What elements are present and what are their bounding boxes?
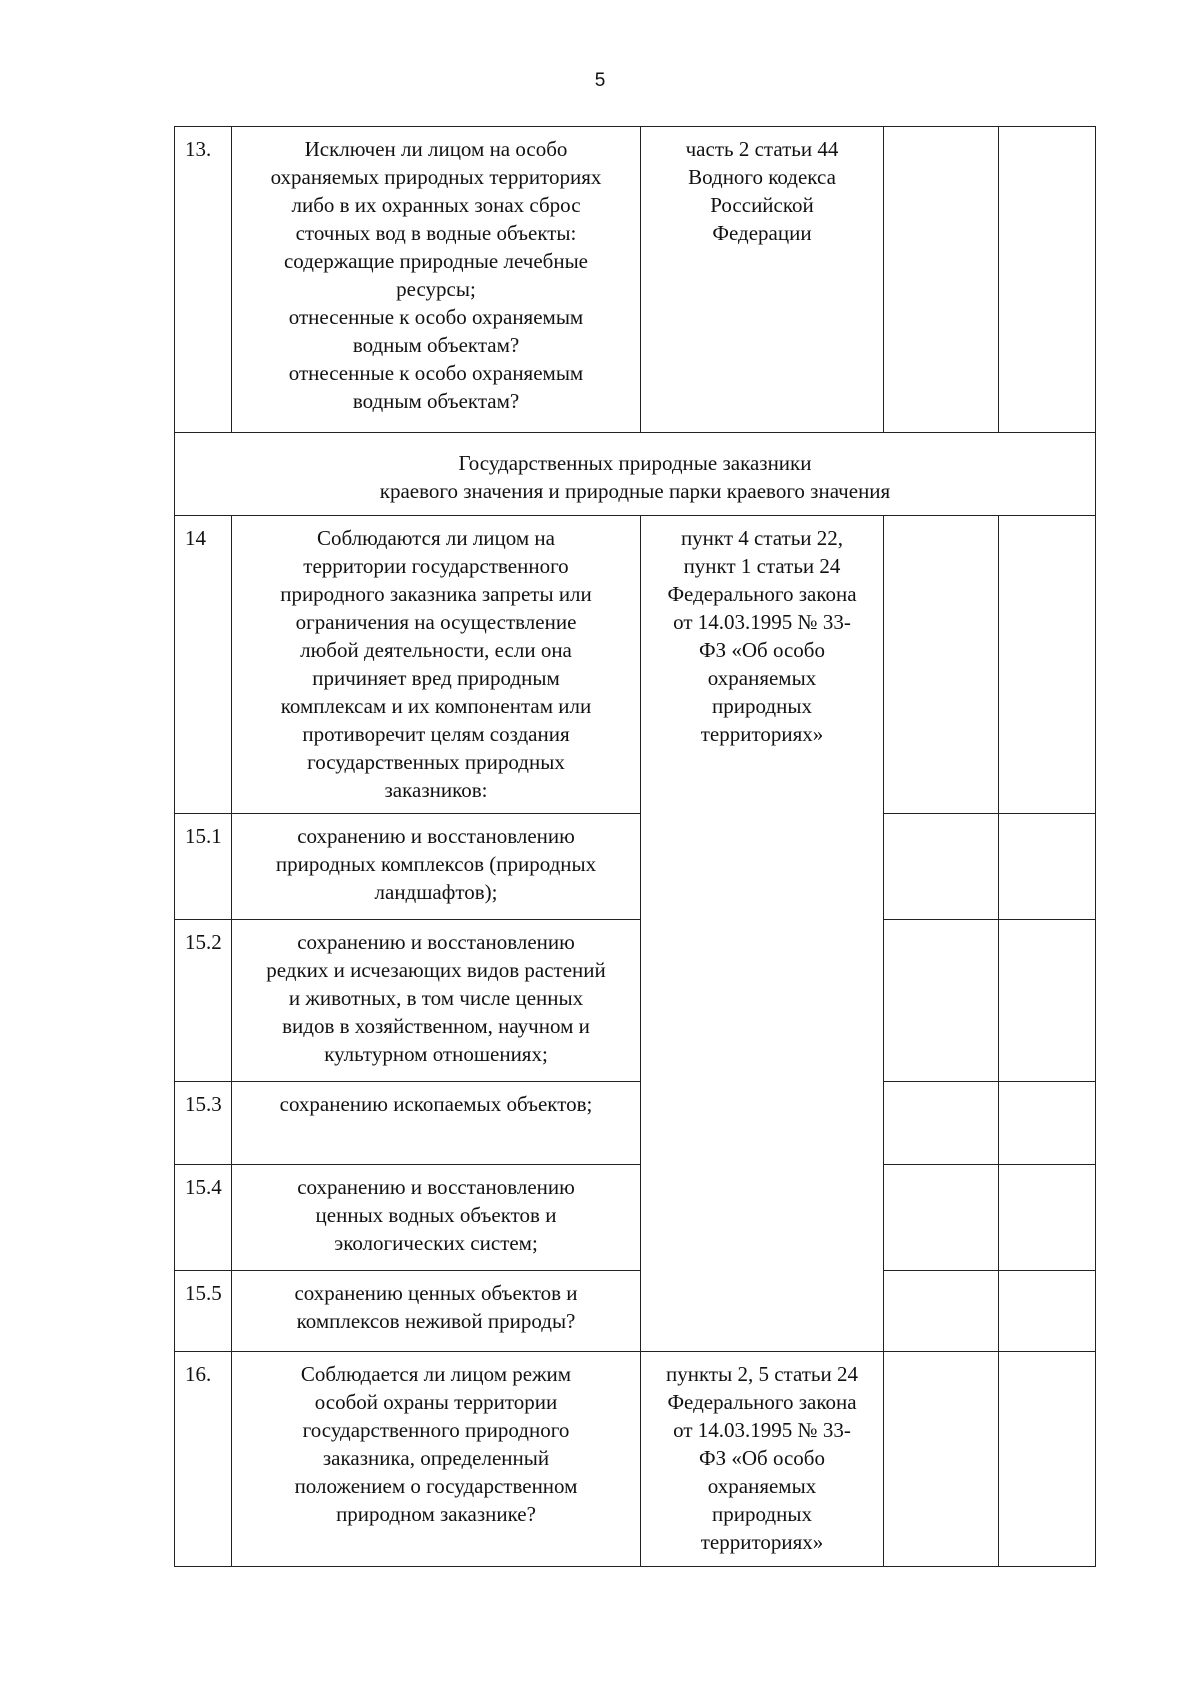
row-16-question <box>232 1352 641 1567</box>
row-13-note-cell <box>999 127 1096 433</box>
page-number: 5 <box>594 70 606 91</box>
question-line: комплексам и их компонентам или <box>280 694 592 718</box>
reference-line: Федерального закона <box>667 1390 857 1414</box>
reference-line: охраняемых <box>707 666 817 690</box>
row-14-reference <box>641 516 884 1352</box>
section-heading-line: Государственных природные заказники <box>458 451 812 475</box>
reference-line: Водного кодекса <box>688 165 836 189</box>
row-15-1-note-cell <box>999 814 1096 920</box>
row-15-5-number: 15.5 <box>175 1271 232 1352</box>
reference-line: часть 2 статьи 44 <box>685 137 839 161</box>
row-14-number: 14 <box>175 516 232 814</box>
reference-line: охраняемых <box>707 1474 817 1498</box>
row-15-4-note-cell <box>999 1165 1096 1271</box>
reference-line: территориях» <box>700 1530 824 1554</box>
question-line: культурном отношениях; <box>324 1042 548 1066</box>
question-line: природном заказнике? <box>336 1502 536 1526</box>
reference-line: от 14.03.1995 № 33- <box>673 610 851 634</box>
section-heading-row <box>175 433 1096 516</box>
question-line: сохранению ценных объектов и <box>294 1281 578 1305</box>
question-line: либо в их охранных зонах сброс <box>291 193 581 217</box>
row-14-note-cell <box>999 516 1096 814</box>
question-line: сохранению и восстановлению <box>297 824 575 848</box>
question-line: отнесенные к особо охраняемым <box>288 305 584 329</box>
row-15-3-answer-cell <box>884 1082 999 1165</box>
question-line: заказников: <box>384 778 488 802</box>
question-line: отнесенные к особо охраняемым <box>288 361 584 385</box>
row-13-answer-cell <box>884 127 999 433</box>
question-line: водным объектам? <box>352 389 520 413</box>
row-16-number: 16. <box>175 1352 232 1567</box>
table-row-13 <box>175 127 1096 433</box>
table-row-15-1 <box>175 814 1096 920</box>
question-line: Соблюдается ли лицом режим <box>300 1362 572 1386</box>
question-line: сохранению ископаемых объектов; <box>279 1092 593 1116</box>
question-line: ценных водных объектов и <box>315 1203 557 1227</box>
row-16-note-cell <box>999 1352 1096 1567</box>
row-15-5-note-cell <box>999 1271 1096 1352</box>
question-line: причиняет вред природным <box>312 666 560 690</box>
section-heading-line: краевого значения и природные парки краевого значения <box>379 479 891 503</box>
question-line: сохранению и восстановлению <box>297 1175 575 1199</box>
row-15-5-answer-cell <box>884 1271 999 1352</box>
question-line: Исключен ли лицом на особо <box>304 137 568 161</box>
reference-line: ФЗ «Об особо <box>699 638 825 662</box>
row-13-reference <box>641 127 884 433</box>
reference-line: пункт 4 статьи 22, <box>680 526 844 550</box>
row-15-2-note-cell <box>999 920 1096 1082</box>
table-row-15-4 <box>175 1165 1096 1271</box>
question-line: ландшафтов); <box>374 880 498 904</box>
table-row-15-2 <box>175 920 1096 1082</box>
question-line: природных комплексов (природных <box>275 852 597 876</box>
table-row-14 <box>175 516 1096 814</box>
question-line: и животных, в том числе ценных <box>288 986 584 1010</box>
reference-line: от 14.03.1995 № 33- <box>673 1418 851 1442</box>
question-line: экологических систем; <box>334 1231 538 1255</box>
row-15-3-note-cell <box>999 1082 1096 1165</box>
reference-line: пункты 2, 5 статьи 24 <box>666 1362 858 1386</box>
question-line: положением о государственном <box>294 1474 578 1498</box>
question-line: природного заказника запреты или <box>280 582 592 606</box>
section-heading <box>175 433 1096 516</box>
row-15-1-answer-cell <box>884 814 999 920</box>
row-15-4-answer-cell <box>884 1165 999 1271</box>
row-15-4-question <box>232 1165 641 1271</box>
reference-line: ФЗ «Об особо <box>699 1446 825 1470</box>
row-15-4-number: 15.4 <box>175 1165 232 1271</box>
question-line: особой охраны территории <box>314 1390 558 1414</box>
row-14-answer-cell <box>884 516 999 814</box>
question-line: редких и исчезающих видов растений <box>266 958 606 982</box>
row-15-5-question <box>232 1271 641 1352</box>
reference-line: Российской <box>710 193 814 217</box>
row-15-2-number: 15.2 <box>175 920 232 1082</box>
question-line: любой деятельности, если она <box>300 638 572 662</box>
row-15-2-answer-cell <box>884 920 999 1082</box>
reference-line: Федерации <box>712 221 812 245</box>
question-line: государственных природных <box>307 750 565 774</box>
table-row-15-3 <box>175 1082 1096 1165</box>
row-13-number: 13. <box>175 127 232 433</box>
table-row-15-5 <box>175 1271 1096 1352</box>
question-line: территории государственного <box>303 554 569 578</box>
question-line: ресурсы; <box>396 277 476 301</box>
question-line: ограничения на осуществление <box>295 610 577 634</box>
row-14-question <box>232 516 641 814</box>
reference-line: территориях» <box>700 722 824 746</box>
requirements-table <box>174 126 1096 1567</box>
question-line: сточных вод в водные объекты: <box>295 221 577 245</box>
row-15-3-question <box>232 1082 641 1165</box>
row-15-2-question <box>232 920 641 1082</box>
question-line: государственного природного <box>302 1418 570 1442</box>
question-line: противоречит целям создания <box>302 722 570 746</box>
row-13-question <box>232 127 641 433</box>
question-line: комплексов неживой природы? <box>296 1309 576 1333</box>
reference-line: природных <box>712 694 812 718</box>
row-15-1-number: 15.1 <box>175 814 232 920</box>
row-15-1-question <box>232 814 641 920</box>
question-line: содержащие природные лечебные <box>283 249 589 273</box>
reference-line: природных <box>712 1502 812 1526</box>
row-16-reference <box>641 1352 884 1567</box>
row-16-answer-cell <box>884 1352 999 1567</box>
table-row-16 <box>175 1352 1096 1567</box>
question-line: заказника, определенный <box>322 1446 550 1470</box>
reference-line: Федерального закона <box>667 582 857 606</box>
reference-line: пункт 1 статьи 24 <box>683 554 841 578</box>
question-line: Соблюдаются ли лицом на <box>317 526 555 550</box>
question-line: видов в хозяйственном, научном и <box>282 1014 590 1038</box>
question-line: сохранению и восстановлению <box>297 930 575 954</box>
question-line: охраняемых природных территориях <box>270 165 602 189</box>
question-line: водным объектам? <box>352 333 520 357</box>
row-15-3-number: 15.3 <box>175 1082 232 1165</box>
